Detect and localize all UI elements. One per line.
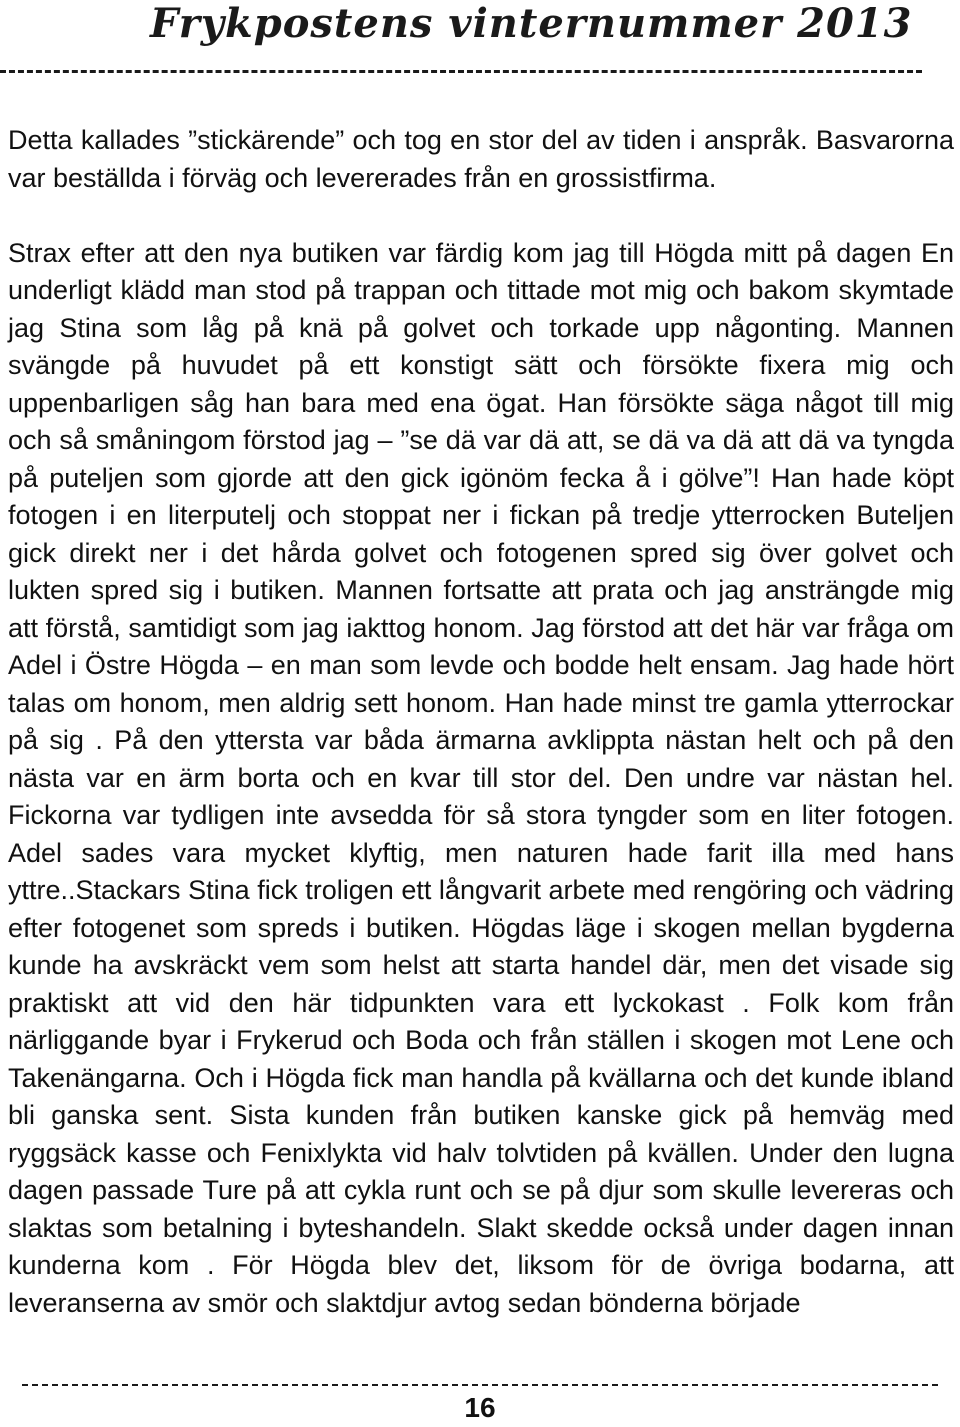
newsletter-title: Frykpostens vinternummer 2013: [150, 0, 913, 47]
article-paragraph: Detta kallades ”stickärende” och tog en stor del av tiden i anspråk. Basvarorna var beställda i förväg och levererades från en grossistfirma.: [8, 125, 954, 193]
footer-divider: [22, 1384, 938, 1386]
article-body: [8, 122, 954, 1322]
article-paragraph: Strax efter att den nya butiken var färdig kom jag till Högda mitt på dagen En underligt klädd man stod på trappan och tittade mot mig och bakom skymtade jag Stina som låg på knä på golvet och torkade upp någonting. Mannen svängde på huvudet på ett konstigt sätt och försökte fixera mig och uppenbarligen såg han bara med ena ögat. Han försökte säga något till mig och så småningom förstod jag – ”se dä var dä att, se dä va dä att dä va tyngda på puteljen som gjorde att den gick igönöm fecka å i gölve”! Han hade köpt fotogen i en literputelj och stoppat ner i fickan på tredje ytterrocken Buteljen gick direkt ner i det hårda golvet och fotogenen spred sig över golvet och lukten spred sig i butiken. Mannen fortsatte att prata och jag ansträngde mig att förstå, samtidigt som jag iakttog honom. Jag förstod att det här var fråga om Adel i Östre Högda – en man som levde och bodde helt ensam. Jag hade hört talas om honom, men aldrig sett honom. Han hade minst tre gamla ytterrockar på sig . På den yttersta var båda ärmarna avklippta nästan helt och på den nästa var en ärm borta och en kvar till stor del. Den undre var nästan hel. Fickorna var tydligen inte avsedda för så stora tyngder som en liter fotogen. Adel sades vara mycket klyftig, men naturen hade farit illa med hans yttre..Stackars Stina fick troligen ett långvarit arbete med rengöring och vädring efter fotogenet som spreds i butiken. Högdas läge i skogen mellan bygderna kunde ha avskräckt vem som helst att starta handel där, men det visade sig praktiskt att vid den här tidpunkten vara ett lyckokast . Folk kom från närliggande byar i Frykerud och Boda och från ställen i skogen mot Lene och Takenängarna. Och i Högda fick man handla på kvällarna och det kunde ibland bli ganska sent. Sista kunden från butiken kanske gick på hemväg med ryggsäck kasse och Fenixlykta vid halv tolvtiden på kvällen. Under den lugna dagen passade Ture på att cykla runt och se på djur som skulle levereras och slaktas som betalning i byteshandeln. Slakt skedde också under dagen innan kunderna kom . För Högda blev det, liksom för de övriga bodarna, att leveranserna av smör och slaktdjur avtog sedan bönderna började: [8, 237, 954, 1318]
page-number: 16: [464, 1392, 496, 1423]
page-header: [150, 2, 930, 46]
header-divider: [0, 70, 922, 73]
